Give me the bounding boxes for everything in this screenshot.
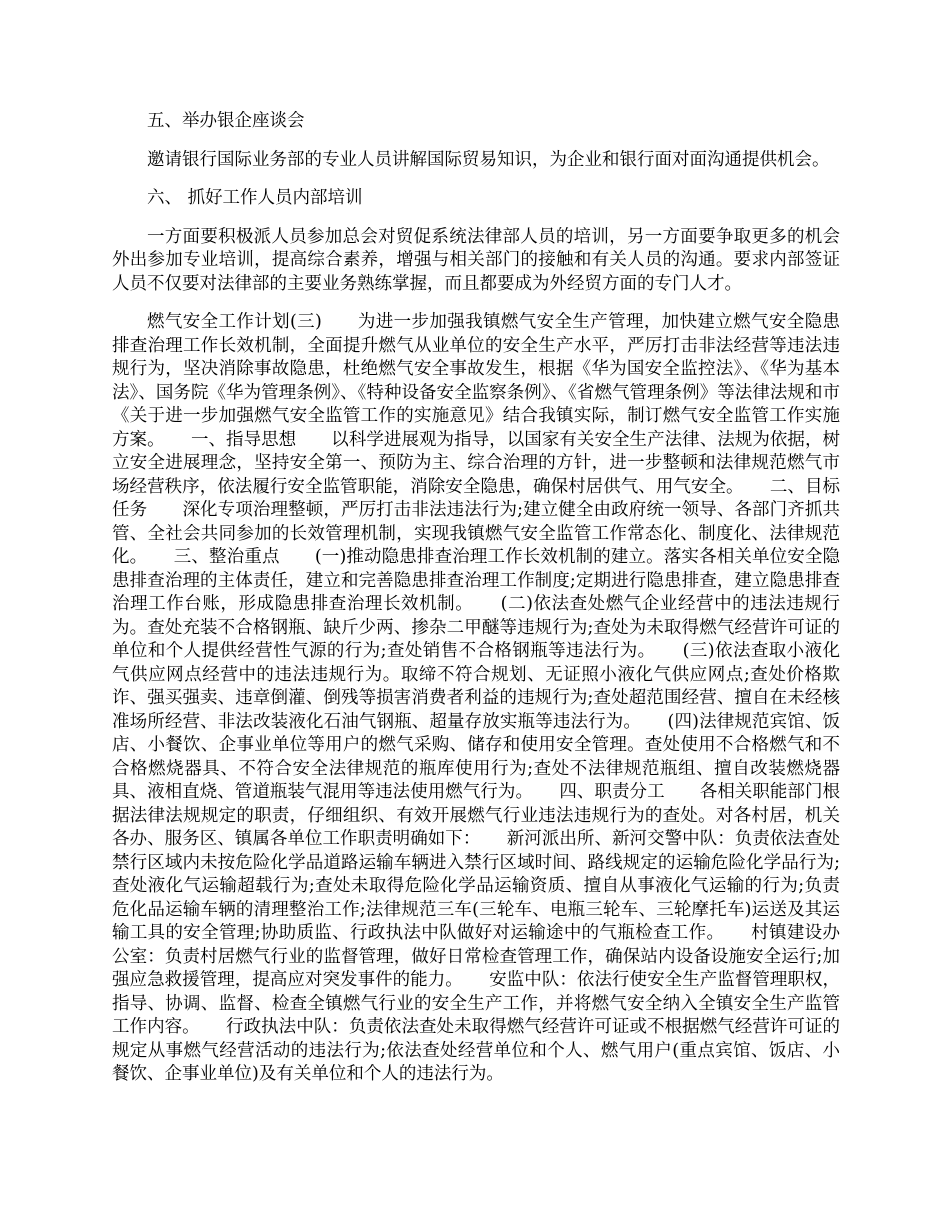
paragraph-staff-training: 一方面要积极派人员参加总会对贸促系统法律部人员的培训，另一方面要争取更多的机会外出参加专业培训，提高综合素养，增强与相关部门的接触和有关人员的沟通。要求内部签证人员不仅要对法律部的主要业务熟练掌握，而且都要成为外经贸方面的专门人才。 (112, 226, 840, 294)
section-heading-6: 六、 抓好工作人员内部培训 (147, 188, 363, 208)
section-heading-5: 五、举办银企座谈会 (147, 111, 305, 131)
paragraph-bank-forum: 邀请银行国际业务部的专业人员讲解国际贸易知识，为企业和银行面对面沟通提供机会。 (147, 149, 830, 170)
paragraph-gas-safety-plan: 燃气安全工作计划(三) 为进一步加强我镇燃气安全生产管理，加快建立燃气安全隐患排查治理工作长效机制，全面提升燃气从业单位的安全生产水平，严厉打击非法经营等违法违规行为，坚决消除事故隐患，杜绝燃气安全事故发生，根据《华为国安全监控法》、《华为基本法》、国务院《华为管理条例》、《特种设备安全监察条例》、《省燃气管理条例》等法律法规和市《关于进一步加强燃气安全监管工作的实施意见》结合我镇实际，制订燃气安全监管工作实施方案。 一、指导思想 以科学进展观为指导，以国家有关安全生产法律、法规为依据，树立安全进展理念，坚持安全第一、预防为主、综合治理的方针，进一步整顿和法律规范燃气市场经营秩序，依法履行安全监管职能，消除安全隐患，确保村居供气、用气安全。 二、目标任务 深化专项治理整顿，严厉打击非法违法行为;建立健全由政府统一领导、各部门齐抓共管、全社会共同参加的长效管理机制，实现我镇燃气安全监管工作常态化、制度化、法律规范化。 三、整治重点 (一)推动隐患排查治理工作长效机制的建立。落实各相关单位安全隐患排查治理的主体责任，建立和完善隐患排查治理工作制度;定期进行隐患排查，建立隐患排查治理工作台账，形成隐患排查治理长效机制。 (二)依法查处燃气企业经营中的违法违规行为。查处充装不合格钢瓶、缺斤少两、掺杂二甲醚等违规行为;查处为未取得燃气经营许可证的单位和个人提供经营性气源的行为;查处销售不合格钢瓶等违法行为。 (三)依法查取小液化气供应网点经营中的违法违规行为。取缔不符合规划、无证照小液化气供应网点;查处价格欺诈、强买强卖、违章倒灌、倒残等损害消费者利益的违规行为;查处超范围经营、擅自在未经核准场所经营、非法改装液化石油气钢瓶、超量存放实瓶等违法行为。 (四)法律规范宾馆、饭店、小餐饮、企事业单位等用户的燃气采购、储存和使用安全管理。查处使用不合格燃气和不合格燃烧器具、不符合安全法律规范的瓶库使用行为;查处不法律规范瓶组、擅自改装燃烧器具、液相直烧、管道瓶装气混用等违法使用燃气行为。 四、职责分工 各相关职能部门根据法律法规规定的职责，仔细组织、有效开展燃气行业违法违规行为的查处。对各村居，机关各办、服务区、镇属各单位工作职责明确如下： 新河派出所、新河交警中队：负责依法查处禁行区域内未按危险化学品道路运输车辆进入禁行区域时间、路线规定的运输危险化学品行为;查处液化气运输超载行为;查处未取得危险化学品运输资质、擅自从事液化气运输的行为;负责危化品运输车辆的清理整治工作;法律规范三车(三轮车、电瓶三轮车、三轮摩托车)运送及其运输工具的安全管理;协助质监、行政执法中队做好对运输途中的气瓶检查工作。 村镇建设办公室：负责村居燃气行业的监督管理，做好日常检查管理工作，确保站内设备设施安全运行;加强应急救援管理，提高应对突发事件的能力。 安监中队：依法行使安全生产监督管理职权，指导、协调、监督、检查全镇燃气行业的安全生产工作，并将燃气安全纳入全镇安全生产监管工作内容。 行政执法中队：负责依法查处未取得燃气经营许可证或不根据燃气经营许可证的规定从事燃气经营活动的违法行为;依法查处经营单位和个人、燃气用户(重点宾馆、饭店、小餐饮、企事业单位)及有关单位和个人的违法行为。 (112, 312, 840, 1084)
document-body (112, 110, 840, 1102)
